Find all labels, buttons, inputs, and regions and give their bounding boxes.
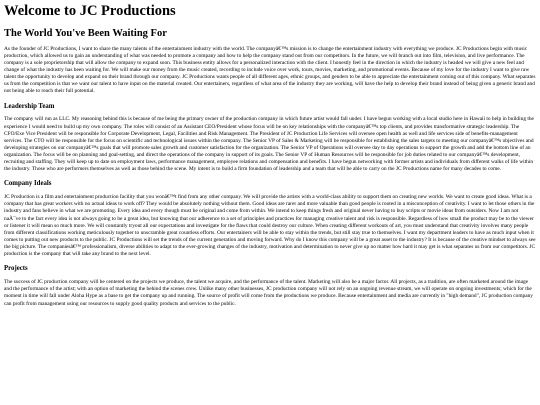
section-company-ideals (4, 180, 536, 258)
section-heading: Company Ideals (4, 180, 52, 188)
section-projects (4, 265, 536, 307)
page-subtitle: The World You've Been Waiting For (4, 27, 167, 39)
section-leadership (4, 103, 536, 174)
page-title: Welcome to JC Productions (4, 3, 176, 19)
intro-paragraph: As the founder of JC Productions, I want to share the many talents of the entertainment industry with the world. The companyâ€™s mission is to change the entertainment industry with everything we produce. JC Productions begin with music production, which allowed us to gain an understanding of what was needed to promote a company and how to help the company stand out from our competitors. In the future, we will branch out into film, television, and live performance. The company is a sole proprietorship that will allow the company to expand soon. This business entity allows for a personalized interaction with the client. I honestly feel in the direction in which the industry is headed we will give a new feel and change of what the industry has been waiting for. We will make our money from the music created, recording to include voice over work, tours, movies, marketing, and promotional events. Because of my love for the industry I want to give raw talent the opportunity to develop and expand on their brand through our company. JC Productions wants people of all different ages, ethnic groups, and genders to be able to appreciate the entertainment coming out of this company. What separates us from the competition is that we want our talent to have input on the material created. Our entertainers, regardless of what area of the industry they are working, will have the help to develop their brand instead of being given a generic brand and not being able to reach their full potential. (4, 45, 536, 95)
section-heading: Leadership Team (4, 102, 55, 110)
section-heading: Projects (4, 265, 28, 273)
section-paragraph: JC Production is a film and entertainment production facility that you wonâ€™t find from any other company. We will provide the artists with a world-class ability to support them on creating new worlds. We want to create good ideas. What is a company that has great workers with no actual ideas to work off? They would be absolutely nothing without them. Good ideas are rarer and more valuable than good people is rooted in a misconception of creativity. I want to let those others in the industry and fans believe in what we are promoting. Every idea and every though must be original and come from within. We intend to keep things fresh and original never having to buy scripts or movie ideas from outsiders. Now I am not naÃ¯ve to the fact every idea is not always going to be a great idea, but knowing that our adherence to a set of principles and practices for managing creative talent and risk is responsible. Regardless of how small the product may be to the viewer or listener it will mean so much more. We will constantly tryout all our expectations and investigate for the flaws that could destroy our culture. When creating different workouts of art, you must understand that creativity involves many people from different classifications working meticulously together to unscramble great countless efforts. Our entertainers will be able to stay within the trends, but still stay true to themselves. I want my department leaders to have as much input when it comes to putting out new products to the public. JC Productions will set the trends of the current generation and moving forward. Why do I know this company will be a great asset to the industry? It is because of the creative mindset to always see the big picture. The companiesâ€™ professionalism, diverse abilities to adapt to the ever-growing changes of the industry, motivation and determination to never give up no matter how hard it may get is what separates us from our competitors. JC production is the company that will take any brand to the next level. (4, 194, 536, 258)
section-paragraph: The company will run as LLC. My reasoning behind this is because of me being the primary owner of the production company in which future artist would fall under. I have begun working with a local studio here in Hawaii to help in building the experience I would need to build up my own company. The roles will consist of an Assistant CEO/President whose focus will be on key relationships with the companyâ€™s top clients, and provides transformative strategic leadership. The CFO/Exe Vice President will be responsible for Corporate Development, Legal, Facilities and Risk Management. The President of JC Production Life Services will oversee open health as well and life services side of benefits-management services. The CTO will be responsible for the focus on scientific and technological issues within the company. The Senior VP of Sales & Marketing will be responsible for establishing the sales targets to meeting our companyâ€™s objectives and developing strategies on our companyâ€™s goals that will promote sales growth and customer satisfaction for the organization. The Senior VP of Operations will oversee day to day operations to support the growth and add the bottom line of an organization. The focus will be on planning and goal-setting, and direct the operations of the company in support of its goals. The Senior VP of Human Resources will be responsible for job duties related to our companyâ€™s development, recruiting and staffing. They will keep up to date on employment laws, performance management, employee relations and compensation and benefits. I have begun networking with former artists and individuals from different walks of life within the industry. Those who are performers themselves as well as those behind the scene. My intent is to build a firm foundation of leadership and a team that will be able to carry on the JC Productions name for many decades to come. (4, 116, 534, 173)
section-paragraph: The success of JC production company will be centered on the projects we produce, the talent we acquire, and the performance of the talent. Marketing will also be a major factor. All projects, as a tradition, are often marketed around the image and the performance of the artist; with an option of marketing the behind the scenes crew. Unlike many other businesses, JC production company will not rely on an ongoing revenue stream, we will operate on ongoing investments; which for the moment in time will fall under Aloha Hype as a base to get the company up and running. The source of profit will come from the productions we produce. Because entertainment and media are currently in "high demand", JC production company can profit from management using our resources to supply good quality products and services to the public. (4, 279, 533, 307)
